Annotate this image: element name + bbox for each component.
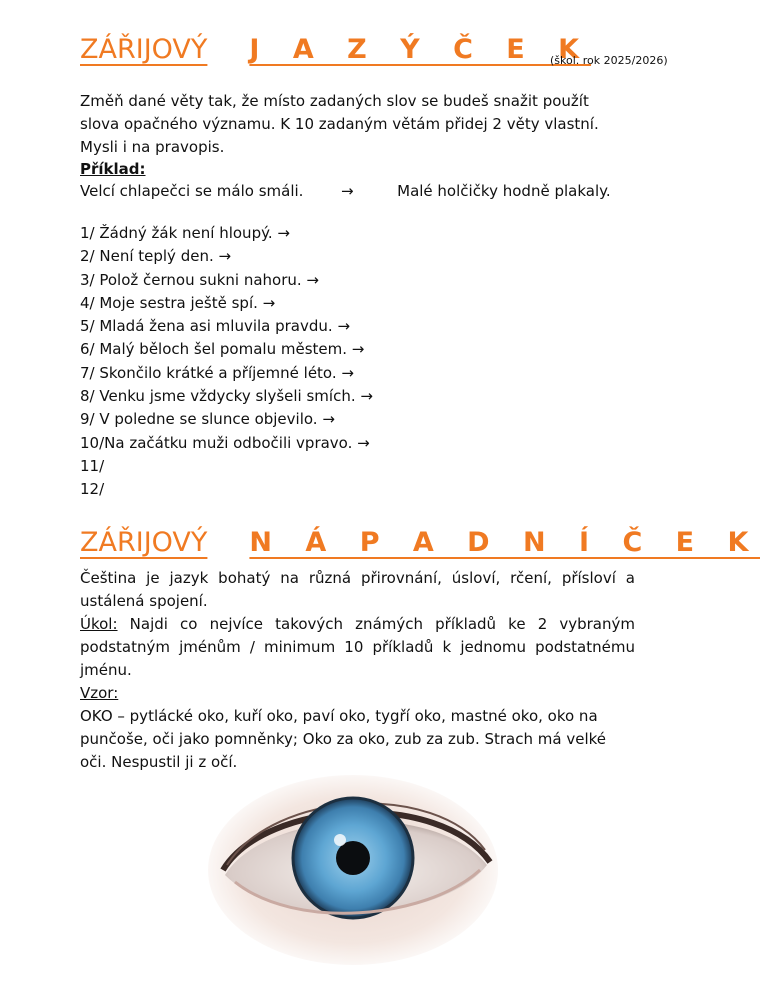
list-item: 9/ V poledne se slunce objevilo. → <box>80 410 335 429</box>
model-label: Vzor: <box>80 684 119 702</box>
blue-eye-photo-icon <box>205 770 500 970</box>
task-label: Úkol: <box>80 615 118 633</box>
title-jazycek <box>80 34 591 65</box>
list-item: 4/ Moje sestra ještě spí. → <box>80 293 276 312</box>
example-left: Velcí chlapečci se málo smáli. <box>80 182 304 200</box>
title-napadnicek-part2: N Á P A D N Í Č E K <box>249 527 760 558</box>
example-label-text: Příklad: <box>80 160 146 178</box>
title-napadnicek <box>80 527 760 558</box>
title-jazycek-part2: J A Z Ý Č E K <box>249 34 592 65</box>
list-item: 1/ Žádný žák není hloupý. → <box>80 224 290 242</box>
school-year: (škol. rok 2025/2026) <box>550 54 668 67</box>
title-napadnicek-part1: ZÁŘIJOVÝ <box>80 527 208 558</box>
example-row <box>80 180 611 203</box>
list-item: 5/ Mladá žena asi mluvila pravdu. → <box>80 317 351 336</box>
sentence-list <box>80 222 373 502</box>
model-label-row <box>80 682 635 705</box>
example-arrow: → <box>340 182 354 200</box>
task-text: Najdi co nejvíce takových známých příkladů ke 2 vybraným podstatným jménům / minimum 10 příkladů k jednomu podstatnému jménu. <box>80 615 635 679</box>
list-item: 8/ Venku jsme vždycky slyšeli smích. → <box>80 387 373 406</box>
example-right: Malé holčičky hodně plakaly. <box>397 182 611 200</box>
list-item: 2/ Není teplý den. → <box>80 247 232 266</box>
list-item: 3/ Polož černou sukni nahoru. → <box>80 270 319 289</box>
task-paragraph <box>80 613 635 682</box>
intro-text: Čeština je jazyk bohatý na různá přirovnání, úsloví, rčení, přísloví a ustálená spojení. <box>80 569 635 610</box>
list-item: 12/ <box>80 480 105 499</box>
example-label <box>80 158 635 181</box>
list-item: 10/Na začátku muži odbočili vpravo. → <box>80 433 370 452</box>
list-item: 7/ Skončilo krátké a příjemné léto. → <box>80 363 354 382</box>
model-text: OKO – pytlácké oko, kuří oko, paví oko, tygří oko, mastné oko, oko na punčoše, oči jako pomněnky; Oko za oko, zub za zub. Strach má velké oči. Nespustil ji z očí. <box>80 707 606 771</box>
title-jazycek-part1: ZÁŘIJOVÝ <box>80 34 208 65</box>
instruction-text: Změň dané věty tak, že místo zadaných slov se budeš snažit použít slova opačného významu. K 10 zadaným větám přidej 2 věty vlastní. Mysli i na pravopis. <box>80 92 599 156</box>
list-item: 11/ <box>80 456 105 475</box>
list-item: 6/ Malý běloch šel pomalu městem. → <box>80 340 365 359</box>
